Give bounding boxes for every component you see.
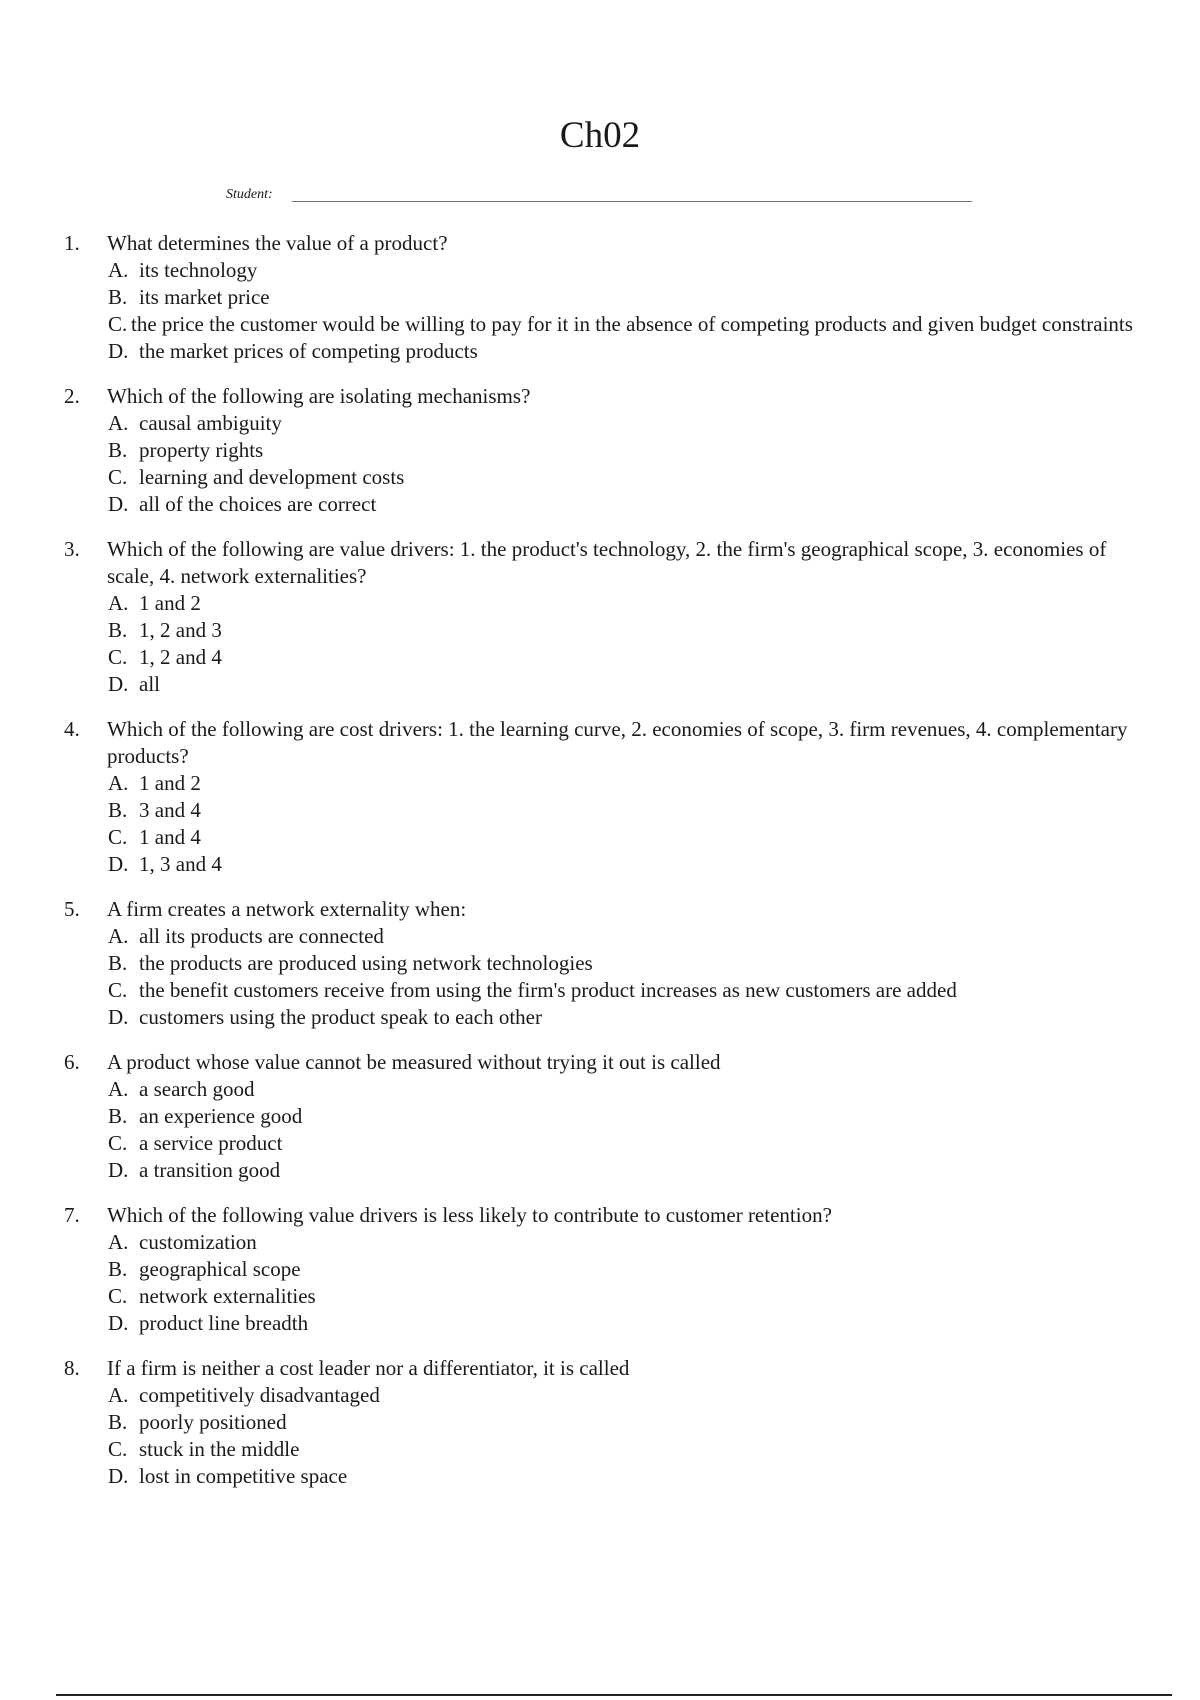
answer-choice xyxy=(108,1382,1149,1409)
choice-text: the price the customer would be willing to pay for it in the absence of competing products and given budget constraints xyxy=(131,312,1133,336)
choice-letter: C. xyxy=(108,645,128,669)
question-item xyxy=(0,536,1200,698)
question-number: 7. xyxy=(64,1203,80,1227)
choice-text: lost in competitive space xyxy=(139,1464,348,1488)
answer-choice xyxy=(108,491,1149,518)
choice-text: learning and development costs xyxy=(139,465,405,489)
choice-letter: B. xyxy=(108,951,128,975)
question-text: Which of the following are isolating mechanisms? xyxy=(107,384,531,408)
page-title: Ch02 xyxy=(559,115,641,156)
choice-list xyxy=(0,1229,1200,1337)
question-number: 1. xyxy=(64,231,80,255)
question-item xyxy=(0,230,1200,365)
choice-letter: D. xyxy=(108,339,129,363)
choice-list xyxy=(0,1076,1200,1184)
choice-text: all its products are connected xyxy=(139,924,384,948)
question-item xyxy=(0,383,1200,518)
question-text: If a firm is neither a cost leader nor a differentiator, it is called xyxy=(107,1356,630,1380)
answer-choice xyxy=(108,1103,1149,1130)
question-number: 5. xyxy=(64,897,80,921)
choice-letter: C. xyxy=(108,1131,128,1155)
choice-text: geographical scope xyxy=(139,1257,301,1281)
choice-text: 1, 3 and 4 xyxy=(139,852,222,876)
question-number: 3. xyxy=(64,537,80,561)
answer-choice xyxy=(108,617,1149,644)
answer-choice xyxy=(108,1076,1149,1103)
choice-letter: D. xyxy=(108,1005,129,1029)
answer-choice xyxy=(108,1130,1149,1157)
answer-choice xyxy=(108,1229,1149,1256)
choice-letter: B. xyxy=(108,1257,128,1281)
question-number: 4. xyxy=(64,717,80,741)
choice-letter: A. xyxy=(108,1230,129,1254)
answer-choice xyxy=(108,1436,1149,1463)
choice-letter: D. xyxy=(108,1158,129,1182)
answer-choice xyxy=(108,1283,1149,1310)
choice-letter: A. xyxy=(108,1077,129,1101)
choice-text: its market price xyxy=(139,285,270,309)
answer-choice xyxy=(108,464,1149,491)
answer-choice xyxy=(108,1256,1149,1283)
question-item xyxy=(0,896,1200,1031)
choice-letter: A. xyxy=(108,924,129,948)
choice-text: the market prices of competing products xyxy=(139,339,478,363)
question-text: A firm creates a network externality when: xyxy=(107,897,467,921)
question-text: Which of the following value drivers is less likely to contribute to customer retention? xyxy=(107,1203,832,1227)
question-number: 8. xyxy=(64,1356,80,1380)
student-name-blank-line xyxy=(292,201,972,202)
choice-text: the benefit customers receive from using the firm's product increases as new customers are added xyxy=(139,978,957,1002)
answer-choice xyxy=(108,284,1149,311)
choice-letter: B. xyxy=(108,798,128,822)
question-item xyxy=(0,1202,1200,1337)
answer-choice xyxy=(108,410,1149,437)
choice-letter: A. xyxy=(108,1383,129,1407)
choice-text: customers using the product speak to each other xyxy=(139,1005,542,1029)
choice-text: property rights xyxy=(139,438,264,462)
choice-letter: D. xyxy=(108,672,129,696)
choice-list xyxy=(0,590,1200,698)
choice-letter: C. xyxy=(108,312,128,336)
question-text: Which of the following are value drivers: 1. the product's technology, 2. the firm's geographical scope, 3. economies of scale, 4. network externalities? xyxy=(107,537,1107,588)
answer-choice xyxy=(108,1463,1149,1490)
answer-choice xyxy=(108,950,1149,977)
choice-letter: A. xyxy=(108,771,129,795)
answer-choice xyxy=(108,770,1149,797)
choice-letter: B. xyxy=(108,438,128,462)
answer-choice xyxy=(108,824,1149,851)
answer-choice xyxy=(108,977,1149,1004)
answer-choice xyxy=(108,671,1149,698)
choice-text: competitively disadvantaged xyxy=(139,1383,380,1407)
choice-text: a search good xyxy=(139,1077,255,1101)
choice-text: 1 and 4 xyxy=(139,825,201,849)
choice-letter: B. xyxy=(108,618,128,642)
choice-letter: B. xyxy=(108,1410,128,1434)
answer-choice xyxy=(108,338,1149,365)
question-item xyxy=(0,1355,1200,1490)
choice-letter: A. xyxy=(108,258,129,282)
question-number: 2. xyxy=(64,384,80,408)
student-label: Student: xyxy=(226,187,273,202)
choice-letter: B. xyxy=(108,1104,128,1128)
answer-choice xyxy=(108,1310,1149,1337)
question-item xyxy=(0,1049,1200,1184)
choice-list xyxy=(0,923,1200,1031)
answer-choice xyxy=(108,1409,1149,1436)
choice-text: a service product xyxy=(139,1131,283,1155)
choice-text: poorly positioned xyxy=(139,1410,287,1434)
choice-letter: C. xyxy=(108,1284,128,1308)
choice-letter: C. xyxy=(108,825,128,849)
choice-text: all of the choices are correct xyxy=(139,492,377,516)
choice-text: all xyxy=(139,672,160,696)
answer-choice xyxy=(108,1004,1149,1031)
choice-letter: D. xyxy=(108,492,129,516)
answer-choice xyxy=(108,590,1149,617)
choice-text: the products are produced using network technologies xyxy=(139,951,593,975)
question-text: Which of the following are cost drivers: 1. the learning curve, 2. economies of scope, 3. firm revenues, 4. complementary products? xyxy=(107,717,1128,768)
answer-choice xyxy=(108,1157,1149,1184)
question-text: A product whose value cannot be measured without trying it out is called xyxy=(107,1050,721,1074)
choice-letter: B. xyxy=(108,285,128,309)
choice-letter: C. xyxy=(108,978,128,1002)
choice-text: a transition good xyxy=(139,1158,281,1182)
question-list xyxy=(0,230,1200,1508)
choice-text: causal ambiguity xyxy=(139,411,282,435)
answer-choice xyxy=(108,851,1149,878)
student-name-row xyxy=(226,184,972,206)
choice-text: 1, 2 and 4 xyxy=(139,645,222,669)
answer-choice xyxy=(108,311,1141,338)
choice-letter: D. xyxy=(108,1311,129,1335)
answer-choice xyxy=(108,923,1149,950)
choice-text: 1 and 2 xyxy=(139,771,201,795)
answer-choice xyxy=(108,257,1149,284)
choice-text: 1, 2 and 3 xyxy=(139,618,222,642)
choice-letter: D. xyxy=(108,852,129,876)
footer-rule xyxy=(56,1694,1172,1696)
choice-text: its technology xyxy=(139,258,258,282)
choice-list xyxy=(0,410,1200,518)
choice-text: network externalities xyxy=(139,1284,316,1308)
choice-text: 1 and 2 xyxy=(139,591,201,615)
answer-choice xyxy=(108,644,1149,671)
answer-choice xyxy=(108,797,1149,824)
question-item xyxy=(0,716,1200,878)
choice-text: 3 and 4 xyxy=(139,798,201,822)
choice-list xyxy=(0,1382,1200,1490)
choice-letter: A. xyxy=(108,591,129,615)
choice-text: product line breadth xyxy=(139,1311,309,1335)
choice-letter: A. xyxy=(108,411,129,435)
question-text: What determines the value of a product? xyxy=(107,231,448,255)
choice-text: stuck in the middle xyxy=(139,1437,300,1461)
choice-text: customization xyxy=(139,1230,257,1254)
choice-letter: C. xyxy=(108,1437,128,1461)
question-number: 6. xyxy=(64,1050,80,1074)
choice-list xyxy=(0,770,1200,878)
choice-letter: D. xyxy=(108,1464,129,1488)
choice-list xyxy=(0,257,1200,365)
choice-letter: C. xyxy=(108,465,128,489)
choice-text: an experience good xyxy=(139,1104,303,1128)
answer-choice xyxy=(108,437,1149,464)
